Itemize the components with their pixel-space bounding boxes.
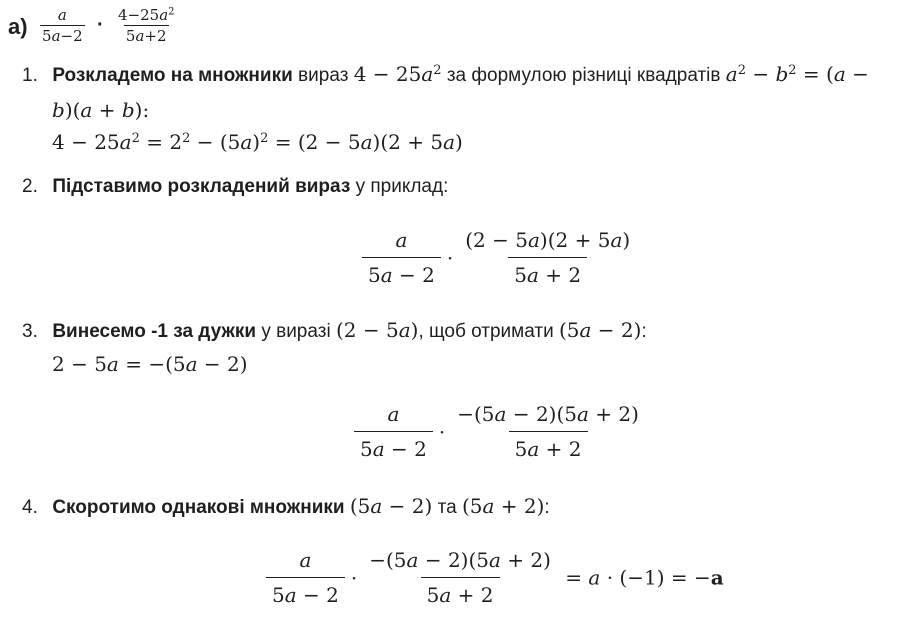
- step-heading: Розкладемо на множники: [52, 65, 293, 86]
- step-heading: Підставимо розкладений вираз: [52, 176, 351, 197]
- math-expr: (2 − 5a): [335, 318, 419, 342]
- math-expr: $4 - 25a^2$: [353, 62, 442, 86]
- problem-header: [8, 6, 178, 45]
- step-text: у приклад:: [350, 176, 449, 197]
- step-1-continuation: b)(a + b):: [52, 98, 150, 122]
- step-text: , щоб отримати: [418, 321, 559, 342]
- step-text: :: [544, 497, 550, 518]
- step-3: [22, 318, 647, 343]
- step-2-expression: $\frac{a}{5a - 2}$ · $\frac{(2 - 5a)(2 + 5a)}{5a + 2}$: [360, 228, 638, 287]
- step-2: [22, 176, 448, 198]
- step-number: 4.: [22, 497, 38, 518]
- step-heading: Винесемо -1 за дужки: [52, 321, 257, 342]
- step-text: :: [641, 321, 647, 342]
- header-fraction-2: $\frac{4-25a^2}{5a+2}$: [118, 6, 175, 45]
- header-fraction-1: $\frac{a}{5a-2}$: [42, 6, 83, 45]
- step-text: та: [432, 497, 462, 518]
- step-text: вираз: [292, 65, 354, 86]
- step-number: 2.: [22, 176, 38, 197]
- step-4-expression: $\frac{a}{5a - 2}$ · $\frac{-(5a - 2)(5a + 2)}{5a + 2}$ = a · (−1) = −a: [264, 548, 724, 607]
- step-number: 1.: [22, 65, 38, 86]
- step-number: 3.: [22, 321, 38, 342]
- step-3-identity: 2 − 5a = −(5a − 2): [52, 352, 248, 376]
- math-expr: (5a − 2): [349, 494, 433, 518]
- step-4: [22, 494, 550, 519]
- step-1: [22, 62, 869, 87]
- step-1-identity: $4 - 25a^2 = 2^2 - (5a)^2 = (2 - 5a)(2 + 5a)$: [52, 130, 463, 154]
- math-expr: (5a + 2): [461, 494, 545, 518]
- step-3-expression: $\frac{a}{5a - 2}$ · $\frac{-(5a - 2)(5a + 2)}{5a + 2}$: [352, 402, 647, 461]
- step-text: у виразі: [256, 321, 336, 342]
- header-expression: $\frac{a}{5a-2}$ · $\frac{4-25a^2}{5a+2}$: [42, 6, 175, 45]
- part-label: а): [8, 13, 28, 39]
- step-heading: Скоротимо однакові множники: [52, 497, 345, 518]
- math-expr: (5a − 2): [558, 318, 642, 342]
- step-text: за формулою різниці квадратів: [441, 65, 726, 86]
- math-expr: $a^2 - b^2 = (a$ −: [725, 62, 869, 86]
